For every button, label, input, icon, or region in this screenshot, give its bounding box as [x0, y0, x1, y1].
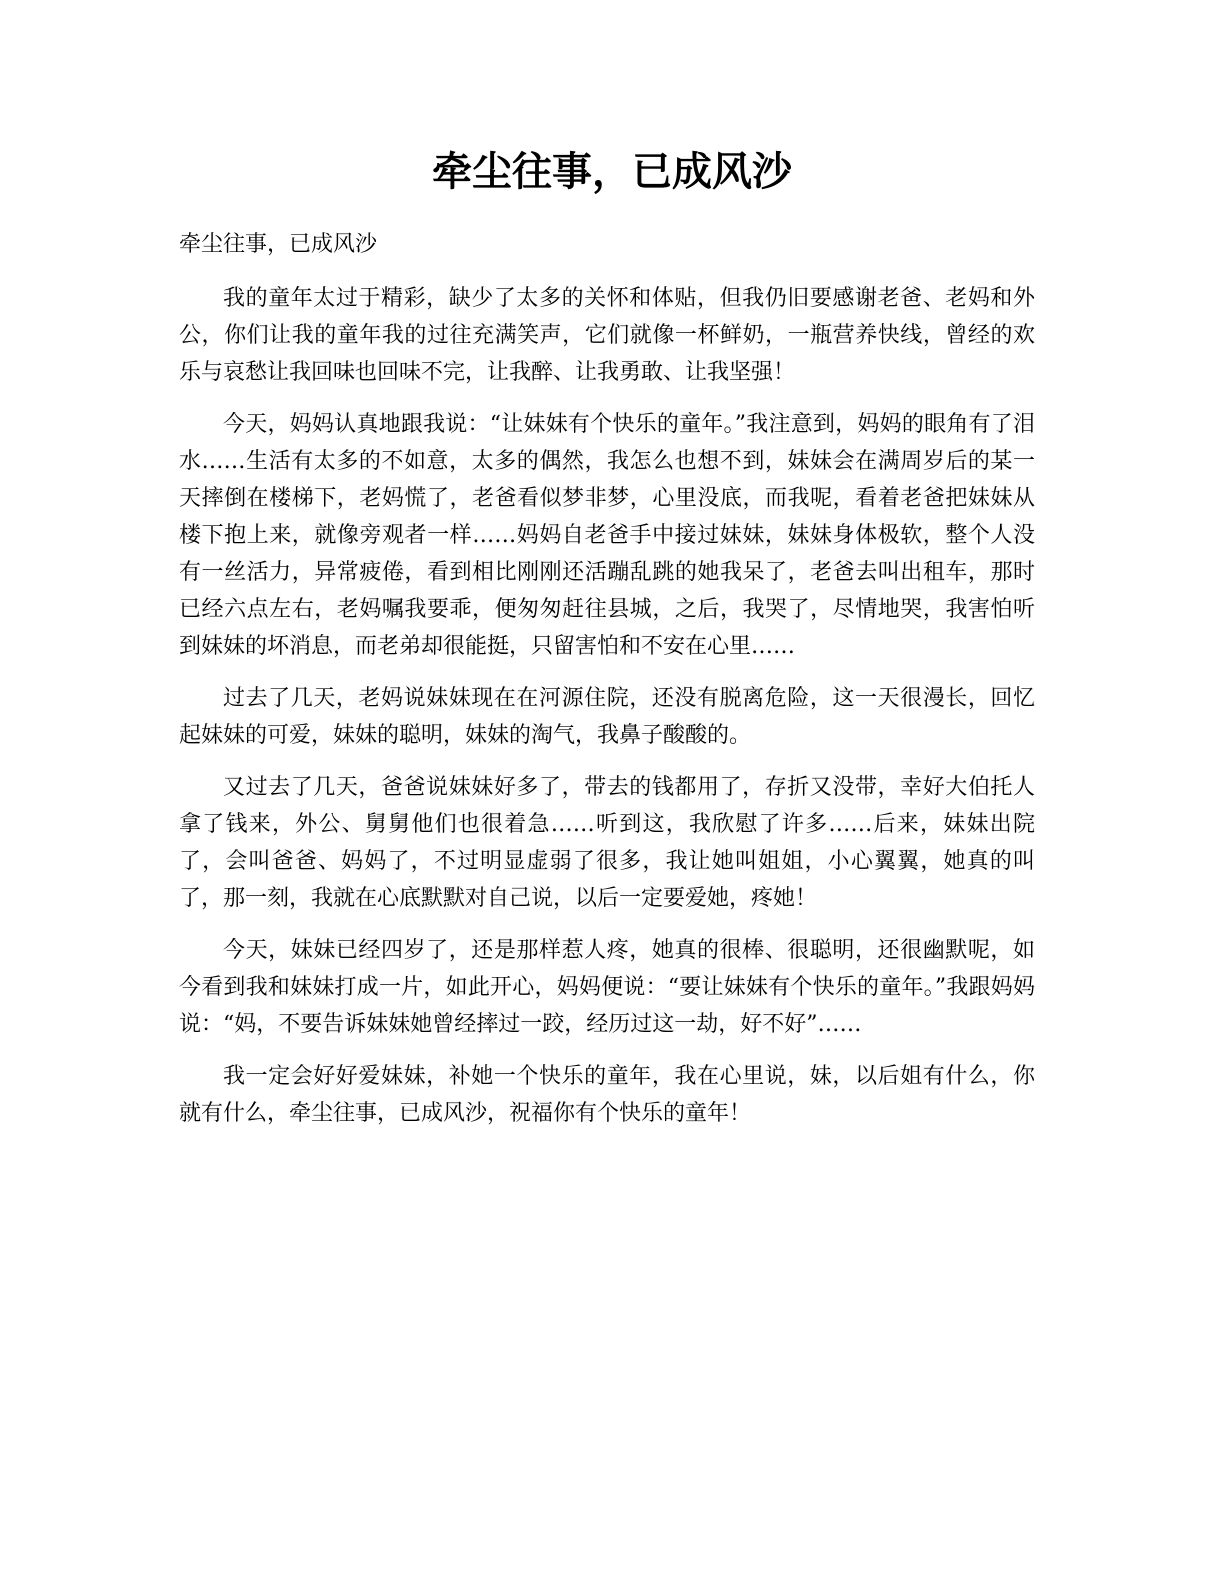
paragraph-3: 过去了几天，老妈说妹妹现在在河源住院，还没有脱离危险，这一天很漫长，回忆起妹妹的可爱，妹妹的聪明，妹妹的淘气，我鼻子酸酸的。: [179, 686, 1035, 748]
paragraph-2: 今天，妈妈认真地跟我说：“让妹妹有个快乐的童年。”我注意到，妈妈的眼角有了泪水……生活有太多的不如意，太多的偶然，我怎么也想不到，妹妹会在满周岁后的某一天摔倒在楼梯下，老妈慌了，老爸看似梦非梦，心里没底，而我呢，看着老爸把妹妹从楼下抱上来，就像旁观者一样……妈妈自老爸手中接过妹妹，妹妹身体极软，整个人没有一丝活力，异常疲倦，看到相比刚刚还活蹦乱跳的她我呆了，老爸去叫出租车，那时已经六点左右，老妈嘱我要乖，便匆匆赶往县城，之后，我哭了，尽情地哭，我害怕听到妹妹的坏消息，而老弟却很能挺，只留害怕和不安在心里……: [179, 412, 1035, 659]
paragraph-5: 今天，妹妹已经四岁了，还是那样惹人疼，她真的很棒、很聪明，还很幽默呢，如今看到我和妹妹打成一片，如此开心，妈妈便说：“要让妹妹有个快乐的童年。”我跟妈妈说：“妈，不要告诉妹妹她曾经摔过一跤，经历过这一劫，好不好”……: [179, 938, 1035, 1037]
document-title: 牵尘往事，已成风沙: [432, 148, 792, 195]
document-body: [179, 280, 1035, 1147]
paragraph-6: 我一定会好好爱妹妹，补她一个快乐的童年，我在心里说，妹，以后姐有什么，你就有什么，牵尘往事，已成风沙，祝福你有个快乐的童年！: [179, 1064, 1035, 1126]
document-subtitle: 牵尘往事，已成风沙: [179, 232, 378, 257]
paragraph-1: 我的童年太过于精彩，缺少了太多的关怀和体贴，但我仍旧要感谢老爸、老妈和外公，你们让我的童年我的过往充满笑声，它们就像一杯鲜奶，一瓶营养快线，曾经的欢乐与哀愁让我回味也回味不完，让我醉、让我勇敢、让我坚强！: [179, 286, 1035, 385]
paragraph-4: 又过去了几天，爸爸说妹妹好多了，带去的钱都用了，存折又没带，幸好大伯托人拿了钱来，外公、舅舅他们也很着急……听到这，我欣慰了许多……后来，妹妹出院了，会叫爸爸、妈妈了，不过明显虚弱了很多，我让她叫姐姐，小心翼翼，她真的叫了，那一刻，我就在心底默默对自己说，以后一定要爱她，疼她！: [179, 775, 1035, 911]
